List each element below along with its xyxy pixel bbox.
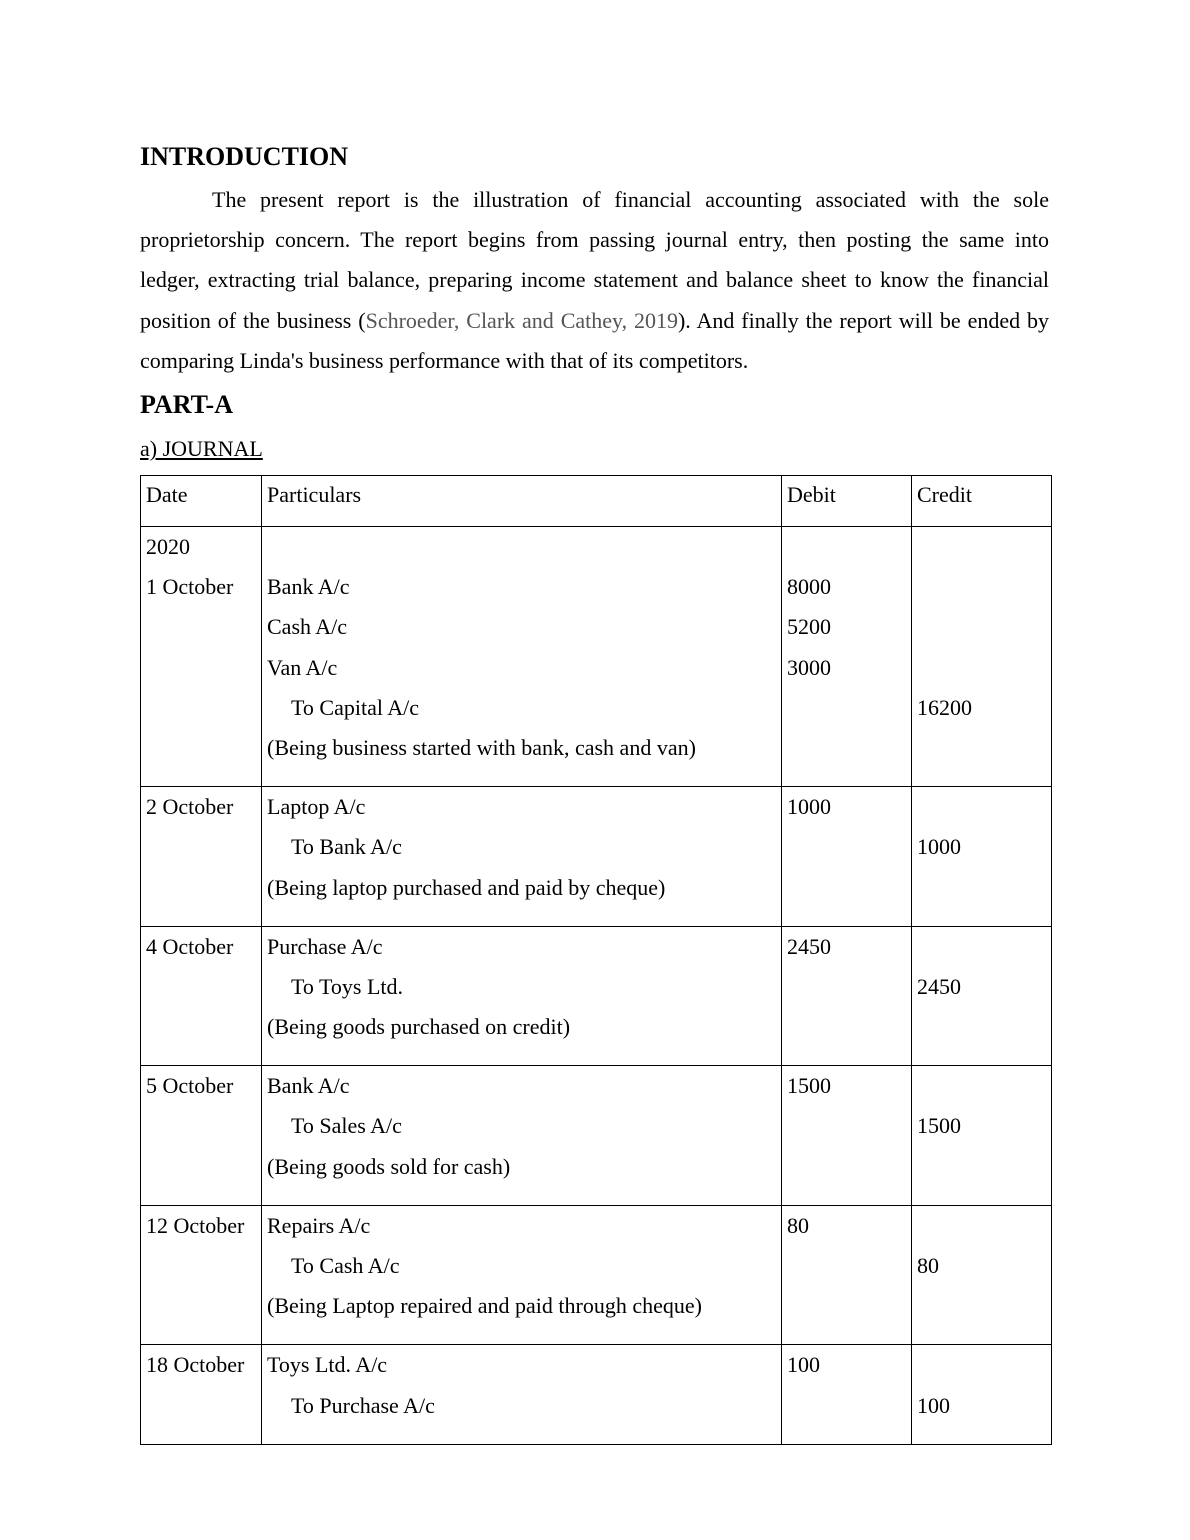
- journal-cell-particular: [262, 1205, 782, 1345]
- journal-cell-debit: [782, 1066, 912, 1206]
- journal-credit-line: [917, 1153, 1046, 1193]
- journal-header-row: [141, 476, 1052, 527]
- journal-date-line: 2 October: [146, 794, 234, 820]
- journal-body: [141, 527, 1052, 1445]
- introduction-text-end: ). And finally the report will be ended by comparing Linda's business performance with that of its competitors.: [140, 307, 1049, 373]
- journal-date-line: [146, 833, 256, 873]
- header-particulars: Particulars: [262, 476, 782, 527]
- journal-debit-line: 3000: [787, 654, 831, 680]
- journal-credit-line: [917, 1212, 1046, 1252]
- journal-particular-line: (Being business started with bank, cash and van): [267, 734, 696, 760]
- journal-entry-row: [141, 1205, 1052, 1345]
- journal-cell-credit: [912, 527, 1052, 787]
- journal-cell-credit: [912, 926, 1052, 1066]
- journal-cell-particular: [262, 926, 782, 1066]
- journal-date-line: [146, 1013, 256, 1053]
- journal-particular-line: (Being laptop purchased and paid by cheque): [267, 874, 666, 900]
- journal-debit-line: [787, 734, 906, 774]
- journal-particular-line: Bank A/c: [267, 574, 350, 600]
- journal-date-line: [146, 613, 256, 653]
- journal-particular-line: Van A/c: [267, 654, 338, 680]
- journal-credit-line: [917, 933, 1046, 973]
- journal-particular-line: Toys Ltd. A/c: [267, 1352, 388, 1378]
- journal-entry-row: [141, 926, 1052, 1066]
- journal-debit-line: [787, 1112, 906, 1152]
- journal-debit-line: [787, 1153, 906, 1193]
- journal-cell-credit: [912, 1205, 1052, 1345]
- journal-debit-line: 2450: [787, 933, 831, 959]
- journal-particular-line: To Bank A/c: [291, 834, 402, 860]
- journal-credit-line: 16200: [917, 694, 972, 720]
- journal-debit-line: 5200: [787, 614, 831, 640]
- journal-cell-date: [141, 1066, 262, 1206]
- journal-particular-line: (Being Laptop repaired and paid through cheque): [267, 1293, 702, 1319]
- journal-credit-line: [917, 1013, 1046, 1053]
- journal-credit-line: [917, 1072, 1046, 1112]
- journal-debit-line: [787, 1013, 906, 1053]
- journal-date-line: [146, 654, 256, 694]
- journal-entry-row: [141, 1345, 1052, 1444]
- journal-date-line: 12 October: [146, 1212, 245, 1238]
- journal-date-line: [146, 694, 256, 734]
- header-debit: Debit: [782, 476, 912, 527]
- journal-particular-line: Cash A/c: [267, 614, 348, 640]
- journal-particular-line: To Purchase A/c: [291, 1392, 435, 1418]
- journal-credit-line: 1000: [917, 834, 961, 860]
- journal-date-line: 4 October: [146, 933, 234, 959]
- journal-date-line: [146, 874, 256, 914]
- journal-debit-line: [787, 533, 906, 573]
- journal-credit-line: [917, 573, 1046, 613]
- journal-debit-line: [787, 833, 906, 873]
- journal-date-line: 18 October: [146, 1352, 245, 1378]
- journal-date-line: [146, 1153, 256, 1193]
- journal-particular-line: Bank A/c: [267, 1073, 350, 1099]
- journal-particular-line: To Cash A/c: [291, 1253, 400, 1278]
- journal-cell-credit: [912, 1066, 1052, 1206]
- journal-date-line: [146, 973, 256, 1013]
- part-a-heading: PART-A: [140, 390, 233, 419]
- journal-particular-line: [267, 533, 776, 573]
- journal-date-line: 2020: [146, 534, 190, 559]
- journal-credit-line: [917, 734, 1046, 774]
- journal-particular-line: Repairs A/c: [267, 1212, 371, 1238]
- journal-debit-line: 8000: [787, 574, 831, 600]
- introduction-paragraph: [140, 180, 1049, 381]
- journal-cell-date: [141, 1205, 262, 1345]
- journal-debit-line: 1000: [787, 794, 831, 820]
- journal-cell-date: [141, 787, 262, 927]
- journal-date-line: [146, 1292, 256, 1332]
- journal-credit-line: [917, 654, 1046, 694]
- journal-cell-debit: [782, 926, 912, 1066]
- journal-date-line: [146, 1252, 256, 1292]
- journal-credit-line: 1500: [917, 1113, 961, 1139]
- journal-credit-line: [917, 874, 1046, 914]
- journal-credit-line: [917, 793, 1046, 833]
- journal-debit-line: 100: [787, 1352, 820, 1378]
- journal-debit-line: 80: [787, 1212, 809, 1238]
- journal-heading: a) JOURNAL: [140, 436, 263, 461]
- journal-entry-row: [141, 1066, 1052, 1206]
- journal-debit-line: [787, 973, 906, 1013]
- journal-debit-line: [787, 1392, 906, 1432]
- journal-entry-row: [141, 787, 1052, 927]
- journal-cell-debit: [782, 1345, 912, 1444]
- journal-date-line: 1 October: [146, 574, 234, 600]
- journal-debit-line: [787, 874, 906, 914]
- introduction-heading: INTRODUCTION: [140, 142, 349, 171]
- header-date: Date: [141, 476, 262, 527]
- journal-particular-line: To Sales A/c: [291, 1113, 402, 1139]
- journal-particular-line: (Being goods purchased on credit): [267, 1014, 571, 1040]
- journal-particular-line: Laptop A/c: [267, 794, 366, 820]
- journal-debit-line: 1500: [787, 1073, 831, 1099]
- journal-cell-date: [141, 527, 262, 787]
- journal-credit-line: [917, 1351, 1046, 1391]
- journal-cell-particular: [262, 1345, 782, 1444]
- journal-debit-line: [787, 1292, 906, 1332]
- journal-particular-line: To Toys Ltd.: [291, 973, 404, 999]
- journal-cell-credit: [912, 1345, 1052, 1444]
- journal-cell-date: [141, 926, 262, 1066]
- journal-date-line: [146, 734, 256, 774]
- citation: Schroeder, Clark and Cathey, 2019: [365, 307, 678, 333]
- journal-particular-line: (Being goods sold for cash): [267, 1153, 511, 1179]
- journal-credit-line: 80: [917, 1253, 939, 1278]
- journal-cell-credit: [912, 787, 1052, 927]
- journal-credit-line: [917, 533, 1046, 573]
- journal-date-line: [146, 1392, 256, 1432]
- journal-particular-line: Purchase A/c: [267, 933, 383, 959]
- journal-cell-particular: [262, 1066, 782, 1206]
- journal-credit-line: 100: [917, 1392, 950, 1418]
- journal-cell-particular: [262, 787, 782, 927]
- introduction-text: The present report is the illustration of financial accounting associated with the sole proprietorship concern. The report begins from passing journal entry, then posting the same into ledger, extracting trial balance, preparing income statement and balance sheet to know the financial position of the business (: [140, 187, 1049, 333]
- journal-entry-row: [141, 527, 1052, 787]
- journal-debit-line: [787, 694, 906, 734]
- journal-table: [140, 475, 1052, 1445]
- journal-credit-line: [917, 613, 1046, 653]
- journal-cell-particular: [262, 527, 782, 787]
- header-credit: Credit: [912, 476, 1052, 527]
- journal-date-line: [146, 1112, 256, 1152]
- journal-cell-debit: [782, 1205, 912, 1345]
- journal-credit-line: [917, 1292, 1046, 1332]
- journal-date-line: 5 October: [146, 1073, 234, 1099]
- journal-cell-date: [141, 1345, 262, 1444]
- journal-cell-debit: [782, 787, 912, 927]
- journal-credit-line: 2450: [917, 973, 961, 999]
- journal-particular-line: To Capital A/c: [291, 694, 419, 720]
- journal-cell-debit: [782, 527, 912, 787]
- journal-debit-line: [787, 1252, 906, 1292]
